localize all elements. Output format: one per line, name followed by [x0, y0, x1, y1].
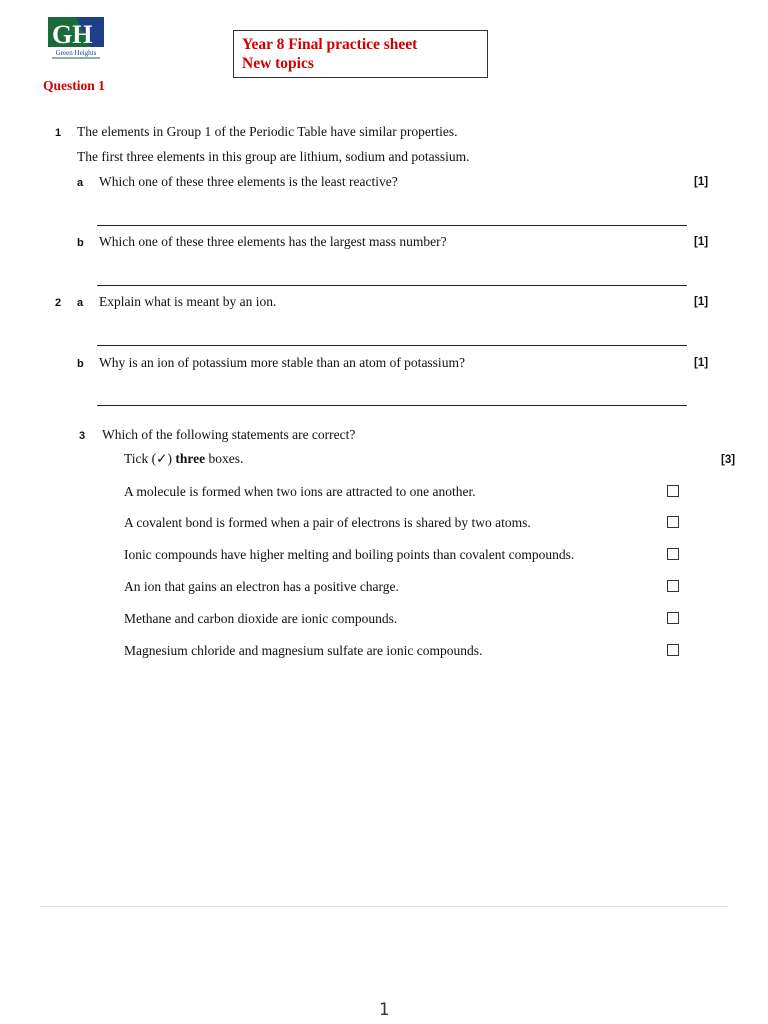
q1a-letter: a [77, 177, 84, 189]
logo-text: Green Heights [55, 49, 97, 57]
question-heading: Question 1 [43, 78, 105, 93]
q1a-marks: [1] [694, 176, 709, 188]
title-box [233, 30, 488, 78]
title-line-2: New topics [242, 55, 314, 72]
statement-1: A molecule is formed when two ions are attracted to one another. [124, 484, 476, 499]
q2a-letter: a [77, 297, 84, 309]
q2a-text: Explain what is meant by an ion. [99, 294, 277, 309]
statement-5-checkbox[interactable] [667, 612, 679, 624]
q1b-text: Which one of these three elements has the largest mass number? [99, 234, 447, 249]
q1b-marks: [1] [694, 236, 709, 248]
q2b-marks: [1] [694, 357, 709, 369]
q1b-letter: b [77, 237, 84, 249]
q1a-text: Which one of these three elements is the least reactive? [99, 174, 398, 189]
q2b-text: Why is an ion of potassium more stable than an atom of potassium? [99, 355, 465, 370]
q2-number: 2 [55, 297, 62, 309]
statement-2: A covalent bond is formed when a pair of electrons is shared by two atoms. [124, 515, 531, 530]
q1-intro-1: The elements in Group 1 of the Periodic Table have similar properties. [77, 124, 458, 139]
q1a-answer-line[interactable] [97, 225, 687, 226]
school-logo [46, 17, 108, 61]
q3-number: 3 [79, 430, 86, 442]
statement-2-checkbox[interactable] [667, 516, 679, 528]
statement-4-checkbox[interactable] [667, 580, 679, 592]
statement-5: Methane and carbon dioxide are ionic compounds. [124, 611, 398, 626]
page-number: 1 [378, 1000, 390, 1020]
statement-3: Ionic compounds have higher melting and boiling points than covalent compounds. [124, 547, 575, 562]
statement-1-checkbox[interactable] [667, 485, 679, 497]
statement-6: Magnesium chloride and magnesium sulfate are ionic compounds. [124, 643, 483, 658]
q3-instruction [124, 451, 243, 467]
q3-instruction-pre: Tick (✓) [124, 451, 176, 466]
q1b-answer-line[interactable] [97, 285, 687, 286]
q3-instruction-bold: three [175, 451, 206, 466]
statement-6-checkbox[interactable] [667, 644, 679, 656]
svg-text:GH: GH [52, 20, 93, 49]
q2b-answer-line[interactable] [97, 405, 687, 406]
q1-number: 1 [55, 127, 62, 139]
q1-intro-2: The first three elements in this group are lithium, sodium and potassium. [77, 149, 470, 164]
title-line-1: Year 8 Final practice sheet [242, 36, 418, 53]
footer-divider [40, 906, 728, 907]
q2a-marks: [1] [694, 296, 709, 308]
q2b-letter: b [77, 358, 84, 370]
statement-4: An ion that gains an electron has a positive charge. [124, 579, 399, 594]
q3-text: Which of the following statements are correct? [102, 427, 356, 442]
statement-3-checkbox[interactable] [667, 548, 679, 560]
q3-instruction-post: boxes. [205, 451, 244, 466]
q3-marks: [3] [721, 454, 736, 466]
q2a-answer-line[interactable] [97, 345, 687, 346]
